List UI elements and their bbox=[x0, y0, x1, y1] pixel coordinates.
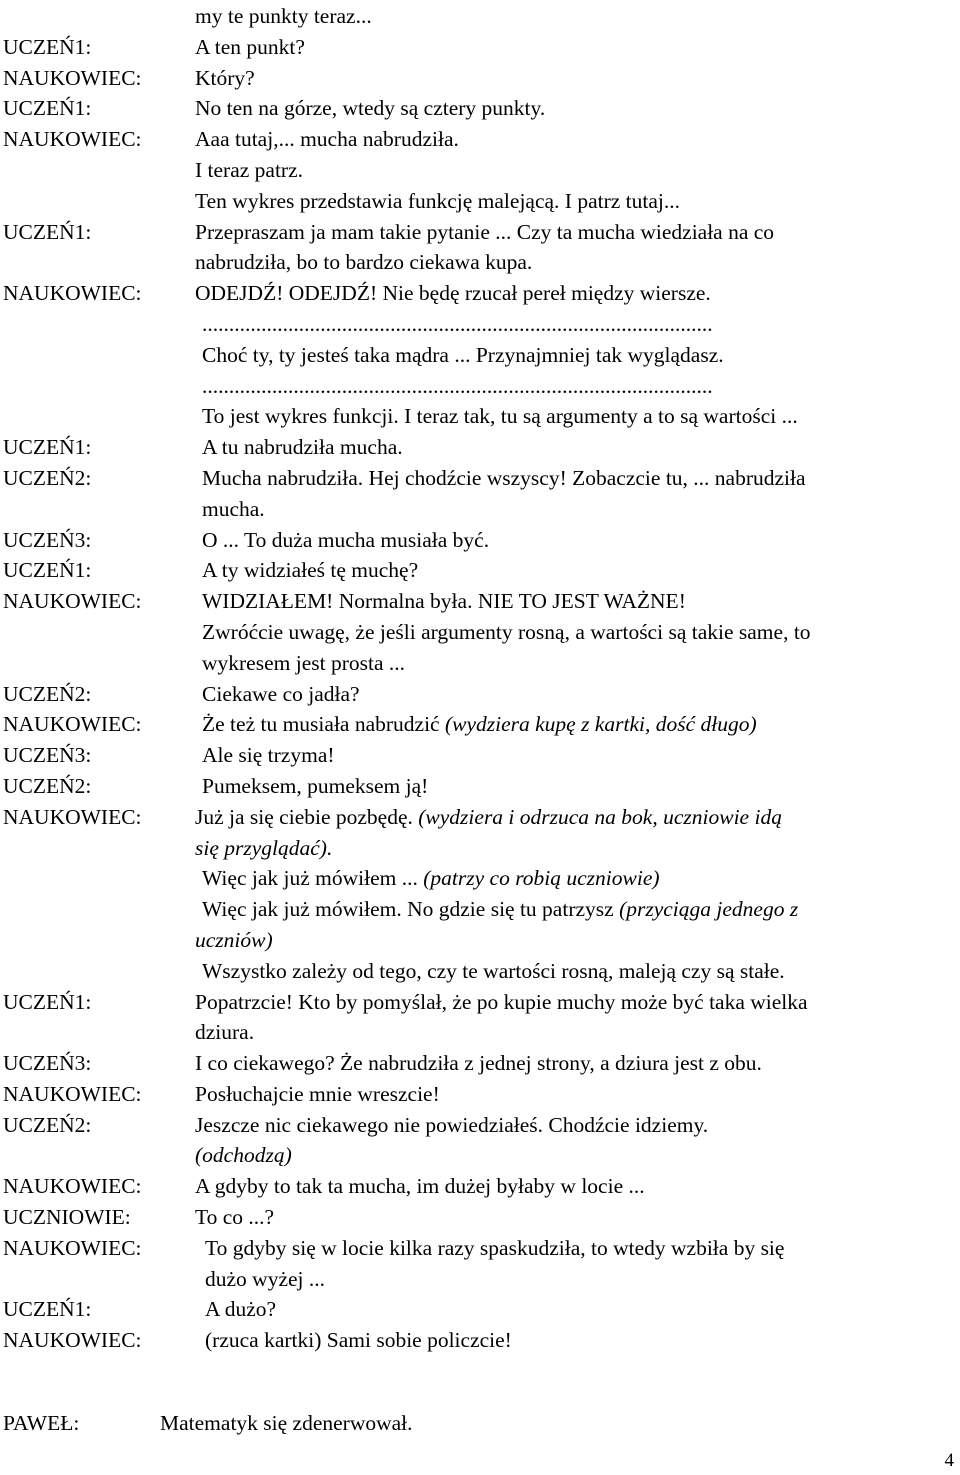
line-text: ............................................................................................... bbox=[202, 311, 713, 336]
dialogue-entry bbox=[0, 1294, 960, 1325]
speaker-label: NAUKOWIEC: bbox=[3, 1081, 142, 1106]
line-text: A gdyby to tak ta mucha, im dużej byłaby w locie ... bbox=[195, 1174, 645, 1199]
stage-direction: się przyglądać). bbox=[195, 835, 333, 860]
dialogue-line bbox=[195, 401, 960, 432]
line-text: Posłuchajcie mnie wreszcie! bbox=[195, 1081, 440, 1106]
line-text: dziura. bbox=[195, 1020, 255, 1045]
dialogue-entry bbox=[0, 586, 960, 678]
dialogue-entry bbox=[0, 32, 960, 63]
dialogue-line bbox=[195, 463, 960, 494]
dialogue-text bbox=[195, 1110, 960, 1172]
dialogue-script bbox=[0, 1, 960, 1356]
line-text: To jest wykres funkcji. I teraz tak, tu są argumenty a to są wartości ... bbox=[202, 404, 798, 429]
speaker-label: NAUKOWIEC: bbox=[3, 1328, 142, 1353]
line-text: Choć ty, ty jesteś taka mądra ... Przynajmniej tak wyglądasz. bbox=[202, 342, 724, 367]
dialogue-entry bbox=[0, 740, 960, 771]
speaker-label: UCZEŃ1: bbox=[3, 558, 92, 583]
line-text: Więc jak już mówiłem. No gdzie się tu patrzysz bbox=[202, 897, 620, 922]
dialogue-entry bbox=[0, 1048, 960, 1079]
speaker-label: UCZEŃ2: bbox=[3, 465, 92, 490]
speaker-label: NAUKOWIEC: bbox=[3, 65, 142, 90]
dialogue-text bbox=[195, 740, 960, 771]
stage-direction: (przyciąga jednego z bbox=[619, 897, 799, 922]
speaker-label: NAUKOWIEC: bbox=[3, 804, 142, 829]
dialogue-line bbox=[195, 894, 960, 925]
dialogue-entry bbox=[0, 124, 960, 216]
line-text: WIDZIAŁEM! Normalna była. NIE TO JEST WAŻNE! bbox=[202, 589, 686, 614]
dialogue-line bbox=[195, 617, 960, 648]
dialogue-text bbox=[195, 802, 960, 987]
line-text: Pumeksem, pumeksem ją! bbox=[202, 773, 429, 798]
dialogue-entry bbox=[0, 463, 960, 525]
final-text: Matematyk się zdenerwował. bbox=[160, 1411, 413, 1435]
dialogue-line bbox=[195, 63, 960, 94]
speaker-label: UCZEŃ1: bbox=[3, 1297, 92, 1322]
dialogue-entry bbox=[0, 1110, 960, 1172]
dialogue-entry bbox=[0, 709, 960, 740]
speaker-label: NAUKOWIEC: bbox=[3, 127, 142, 152]
dialogue-entry bbox=[0, 278, 960, 432]
dialogue-text bbox=[195, 217, 960, 279]
line-text: Przepraszam ja mam takie pytanie ... Czy ta mucha wiedziała na co bbox=[195, 219, 775, 244]
line-text: Wszystko zależy od tego, czy te wartości rosną, maleją czy są stałe. bbox=[202, 958, 785, 983]
line-text: Jeszcze nic ciekawego nie powiedziałeś. Chodźcie idziemy. bbox=[195, 1112, 709, 1137]
line-text: To co ...? bbox=[195, 1205, 275, 1230]
line-text: A tu nabrudziła mucha. bbox=[202, 435, 403, 460]
dialogue-line bbox=[195, 987, 960, 1018]
dialogue-line bbox=[195, 1264, 960, 1295]
dialogue-text bbox=[195, 1294, 960, 1325]
dialogue-text bbox=[195, 525, 960, 556]
dialogue-line bbox=[195, 1079, 960, 1110]
dialogue-line bbox=[195, 217, 960, 248]
line-text: Popatrzcie! Kto by pomyślał, że po kupie muchy może być taka wielka bbox=[195, 989, 808, 1014]
dialogue-text bbox=[195, 1048, 960, 1079]
line-text: Który? bbox=[195, 65, 255, 90]
dialogue-line bbox=[195, 155, 960, 186]
dialogue-entry bbox=[0, 93, 960, 124]
speaker-label: NAUKOWIEC: bbox=[3, 712, 142, 737]
speaker-label: UCZEŃ1: bbox=[3, 435, 92, 460]
dialogue-entry bbox=[0, 802, 960, 987]
dialogue-line bbox=[195, 247, 960, 278]
dialogue-line bbox=[195, 525, 960, 556]
line-text: Aaa tutaj,... mucha nabrudziła. bbox=[195, 127, 459, 152]
speaker-label: NAUKOWIEC: bbox=[3, 281, 142, 306]
dialogue-text bbox=[195, 1202, 960, 1233]
line-text: ............................................................................................... bbox=[202, 373, 713, 398]
dialogue-text bbox=[195, 32, 960, 63]
line-text: my te punkty teraz... bbox=[195, 4, 372, 28]
dialogue-line bbox=[195, 278, 960, 309]
speaker-label: UCZEŃ1: bbox=[3, 989, 92, 1014]
dialogue-text bbox=[195, 709, 960, 740]
dialogue-entry bbox=[0, 1171, 960, 1202]
dialogue-entry bbox=[0, 1079, 960, 1110]
dialogue-text bbox=[195, 1325, 960, 1356]
dialogue-entry bbox=[0, 679, 960, 710]
line-text: A dużo? bbox=[205, 1297, 277, 1322]
dialogue-line bbox=[195, 771, 960, 802]
dialogue-text bbox=[195, 432, 960, 463]
line-text: mucha. bbox=[202, 496, 265, 521]
dialogue-text bbox=[195, 679, 960, 710]
line-text: Ale się trzyma! bbox=[202, 743, 335, 768]
line-text: O ... To duża mucha musiała być. bbox=[202, 527, 490, 552]
speaker-label: UCZEŃ1: bbox=[3, 219, 92, 244]
dialogue-text bbox=[195, 1079, 960, 1110]
stage-direction: (patrzy co robią uczniowie) bbox=[423, 866, 660, 891]
speaker-label: UCZEŃ2: bbox=[3, 681, 92, 706]
speaker-label: NAUKOWIEC: bbox=[3, 1235, 142, 1260]
stage-direction: (wydziera i odrzuca na bok, uczniowie idą bbox=[418, 804, 782, 829]
dialogue-text bbox=[195, 771, 960, 802]
dialogue-line bbox=[195, 186, 960, 217]
dialogue-text bbox=[195, 1, 960, 32]
line-text: A ty widziałeś tę muchę? bbox=[202, 558, 419, 583]
dialogue-line bbox=[195, 1294, 960, 1325]
line-text: I co ciekawego? Że nabrudziła z jednej strony, a dziura jest z obu. bbox=[195, 1051, 762, 1076]
line-text: dużo wyżej ... bbox=[205, 1266, 326, 1291]
dialogue-line bbox=[195, 1171, 960, 1202]
stage-direction: uczniów) bbox=[195, 927, 273, 952]
speaker-label: UCZEŃ2: bbox=[3, 773, 92, 798]
dialogue-line bbox=[195, 740, 960, 771]
speaker-label: UCZEŃ3: bbox=[3, 1051, 92, 1076]
dialogue-entry bbox=[0, 432, 960, 463]
speaker-label: NAUKOWIEC: bbox=[3, 589, 142, 614]
dialogue-line bbox=[195, 555, 960, 586]
speaker-label: UCZNIOWIE: bbox=[3, 1205, 131, 1230]
dialogue-line bbox=[195, 1110, 960, 1141]
dialogue-line bbox=[195, 309, 960, 340]
dialogue-text bbox=[195, 1171, 960, 1202]
dialogue-entry bbox=[0, 1202, 960, 1233]
speaker-label: UCZEŃ1: bbox=[3, 96, 92, 121]
dialogue-entry bbox=[0, 1233, 960, 1295]
line-text: wykresem jest prosta ... bbox=[202, 650, 406, 675]
speaker-label: UCZEŃ1: bbox=[3, 34, 92, 59]
line-text: A ten punkt? bbox=[195, 34, 305, 59]
dialogue-entry bbox=[0, 1325, 960, 1356]
dialogue-line bbox=[195, 863, 960, 894]
line-text: Ciekawe co jadła? bbox=[202, 681, 360, 706]
dialogue-line bbox=[195, 802, 960, 833]
dialogue-line bbox=[195, 432, 960, 463]
dialogue-entry bbox=[0, 525, 960, 556]
dialogue-line bbox=[195, 371, 960, 402]
line-text: No ten na górze, wtedy są cztery punkty. bbox=[195, 96, 546, 121]
dialogue-line bbox=[195, 1233, 960, 1264]
dialogue-line bbox=[195, 32, 960, 63]
dialogue-entry bbox=[0, 1, 960, 32]
dialogue-line bbox=[195, 709, 960, 740]
speaker-label: PAWEŁ: bbox=[3, 1411, 80, 1435]
dialogue-line bbox=[195, 1017, 960, 1048]
dialogue-text bbox=[195, 586, 960, 678]
dialogue-line bbox=[195, 1048, 960, 1079]
dialogue-line bbox=[195, 1202, 960, 1233]
line-text: (rzuca kartki) Sami sobie policzcie! bbox=[205, 1328, 512, 1353]
line-text: Zwróćcie uwagę, że jeśli argumenty rosną, a wartości są takie same, to bbox=[202, 619, 811, 644]
speaker-label: UCZEŃ2: bbox=[3, 1112, 92, 1137]
page-number: 4 bbox=[944, 1450, 954, 1471]
dialogue-text bbox=[195, 124, 960, 216]
dialogue-line bbox=[195, 124, 960, 155]
dialogue-line bbox=[195, 340, 960, 371]
speaker-label: UCZEŃ3: bbox=[3, 743, 92, 768]
dialogue-line bbox=[195, 956, 960, 987]
dialogue-line bbox=[195, 494, 960, 525]
dialogue-entry bbox=[0, 217, 960, 279]
dialogue-line bbox=[195, 1, 960, 32]
line-text: Że też tu musiała nabrudzić bbox=[202, 712, 445, 737]
dialogue-entry bbox=[0, 987, 960, 1049]
speaker-label: NAUKOWIEC: bbox=[3, 1174, 142, 1199]
dialogue-line bbox=[195, 93, 960, 124]
dialogue-entry bbox=[0, 63, 960, 94]
dialogue-line bbox=[195, 648, 960, 679]
dialogue-line bbox=[195, 1140, 960, 1171]
speaker-label: UCZEŃ3: bbox=[3, 527, 92, 552]
dialogue-text bbox=[195, 278, 960, 432]
line-text: Mucha nabrudziła. Hej chodźcie wszyscy! Zobaczcie tu, ... nabrudziła bbox=[202, 465, 806, 490]
stage-direction: (odchodzą) bbox=[195, 1143, 292, 1168]
dialogue-text bbox=[195, 463, 960, 525]
final-line bbox=[0, 1408, 960, 1438]
dialogue-text bbox=[195, 1233, 960, 1295]
line-text: Już ja się ciebie pozbędę. bbox=[195, 804, 419, 829]
dialogue-entry bbox=[0, 555, 960, 586]
line-text: To gdyby się w locie kilka razy spaskudziła, to wtedy wzbiła by się bbox=[205, 1235, 785, 1260]
dialogue-line bbox=[195, 679, 960, 710]
dialogue-line bbox=[195, 1325, 960, 1356]
line-text: I teraz patrz. bbox=[195, 157, 304, 182]
dialogue-line bbox=[195, 586, 960, 617]
line-text: Więc jak już mówiłem ... bbox=[202, 866, 424, 891]
dialogue-entry bbox=[0, 771, 960, 802]
stage-direction: (wydziera kupę z kartki, dość długo) bbox=[444, 712, 757, 737]
dialogue-text bbox=[195, 987, 960, 1049]
dialogue-text bbox=[195, 555, 960, 586]
dialogue-line bbox=[195, 925, 960, 956]
line-text: nabrudziła, bo to bardzo ciekawa kupa. bbox=[195, 250, 533, 275]
line-text: ODEJDŹ! ODEJDŹ! Nie będę rzucał pereł między wiersze. bbox=[195, 281, 711, 306]
line-text: Ten wykres przedstawia funkcję malejącą. I patrz tutaj... bbox=[195, 188, 681, 213]
dialogue-text bbox=[195, 93, 960, 124]
dialogue-text bbox=[195, 63, 960, 94]
dialogue-line bbox=[195, 833, 960, 864]
